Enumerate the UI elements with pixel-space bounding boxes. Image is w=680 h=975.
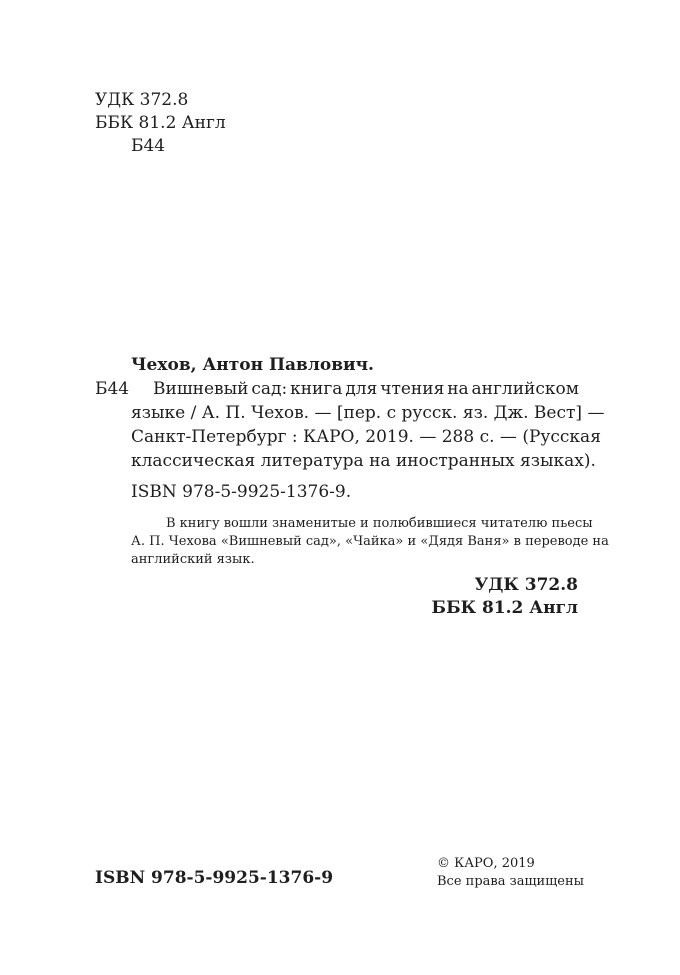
author-heading: Чехов, Антон Павлович. (131, 355, 374, 375)
isbn-entry: ISBN 978-5-9925-1376-9. (131, 482, 352, 502)
author-mark: Б44 (95, 379, 130, 399)
copyright: © КАРО, 2019 (437, 856, 535, 871)
isbn-footer: ISBN 978-5-9925-1376-9 (95, 868, 334, 888)
description-line: классическая литература на иностранных языках). (131, 451, 596, 471)
bbk-top: ББК 81.2 Англ (95, 113, 226, 133)
description-line: Санкт-Петербург : КАРО, 2019. — 288 с. — (Русская (131, 427, 601, 447)
bbk-bottom: ББК 81.2 Англ (431, 598, 578, 618)
author-mark-top: Б44 (131, 136, 166, 156)
annotation-line: английский язык. (131, 552, 255, 567)
description (131, 377, 605, 473)
udk-top: УДК 372.8 (95, 90, 189, 110)
description-line: языке / А. П. Чехов. — [пер. с русск. яз. Дж. Вест] — (131, 403, 605, 423)
annotation-line: В книгу вошли знаменитые и полюбившиеся читателю пьесы (166, 516, 593, 531)
description-line: Вишневый сад: книга для чтения на английском (153, 379, 579, 399)
udk-bottom: УДК 372.8 (474, 575, 578, 595)
rights-reserved: Все права защищены (437, 874, 584, 889)
annotation-line: А. П. Чехова «Вишневый сад», «Чайка» и «Дядя Ваня» в переводе на (131, 534, 609, 549)
